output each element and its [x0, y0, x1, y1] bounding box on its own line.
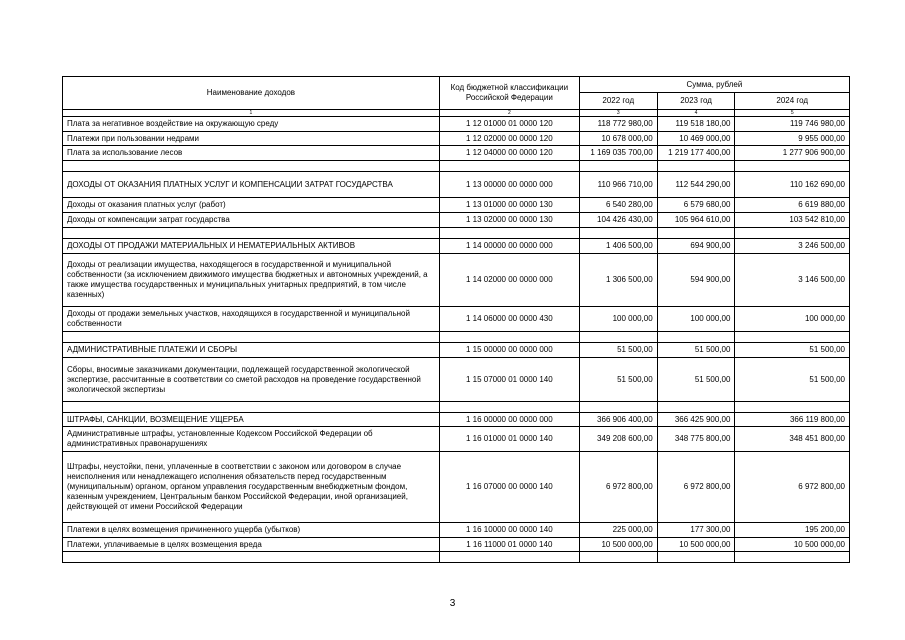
table-row — [63, 132, 850, 146]
row-name-cell: АДМИНИСТРАТИВНЫЕ ПЛАТЕЖИ И СБОРЫ — [63, 343, 440, 358]
row-value-2024 — [735, 161, 850, 172]
table-row — [63, 146, 850, 161]
row-code-cell: 1 15 00000 00 0000 000 — [439, 343, 579, 358]
header-sum-cell: Сумма, рублей — [579, 77, 849, 93]
row-code-cell: 1 14 00000 00 0000 000 — [439, 239, 579, 254]
row-value-2024 — [735, 228, 850, 239]
row-code-cell — [439, 552, 579, 563]
header-code-cell: Код бюджетной классификации Российской Федерации — [439, 77, 579, 110]
column-number: 4 — [657, 110, 735, 117]
table-row — [63, 452, 850, 523]
row-value-2023: 594 900,00 — [657, 254, 735, 307]
row-value-2022: 1 306 500,00 — [579, 254, 657, 307]
row-name-cell: Штрафы, неустойки, пени, уплаченные в соответствии с законом или договором в случае неисполнения или ненадлежащего исполнения обязательств перед государственным (муниципальным) органом, органом управления государственным внебюджетным фондом, казенным учреждением, Центральным банком Российской Федерации, иной организацией, действующей от имени Российской Федерации — [63, 452, 440, 523]
row-value-2024: 6 972 800,00 — [735, 452, 850, 523]
header-year-2023: 2023 год — [657, 93, 735, 110]
row-value-2024: 195 200,00 — [735, 523, 850, 538]
row-value-2023 — [657, 552, 735, 563]
column-number: 2 — [439, 110, 579, 117]
row-code-cell — [439, 161, 579, 172]
table-row — [63, 358, 850, 402]
table-row — [63, 213, 850, 228]
row-code-cell: 1 12 04000 00 0000 120 — [439, 146, 579, 161]
row-value-2023: 348 775 800,00 — [657, 427, 735, 452]
table-row — [63, 117, 850, 132]
row-value-2023 — [657, 228, 735, 239]
row-value-2022: 1 406 500,00 — [579, 239, 657, 254]
row-name-cell — [63, 552, 440, 563]
spacer-row — [63, 161, 850, 172]
row-name-cell — [63, 161, 440, 172]
row-value-2022 — [579, 402, 657, 413]
revenue-table — [62, 76, 850, 563]
row-value-2024: 51 500,00 — [735, 358, 850, 402]
row-code-cell: 1 12 02000 00 0000 120 — [439, 132, 579, 146]
column-number: 5 — [735, 110, 850, 117]
row-name-cell — [63, 402, 440, 413]
row-code-cell: 1 15 07000 01 0000 140 — [439, 358, 579, 402]
row-code-cell: 1 14 02000 00 0000 000 — [439, 254, 579, 307]
row-code-cell: 1 16 10000 00 0000 140 — [439, 523, 579, 538]
header-year-2022: 2022 год — [579, 93, 657, 110]
row-value-2022: 6 972 800,00 — [579, 452, 657, 523]
row-value-2022: 51 500,00 — [579, 343, 657, 358]
table-row — [63, 427, 850, 452]
row-name-cell: Административные штрафы, установленные Кодексом Российской Федерации об административных правонарушениях — [63, 427, 440, 452]
row-value-2023: 6 972 800,00 — [657, 452, 735, 523]
spacer-row — [63, 332, 850, 343]
table-row — [63, 307, 850, 332]
row-value-2023: 112 544 290,00 — [657, 172, 735, 198]
row-value-2022 — [579, 228, 657, 239]
row-value-2023: 177 300,00 — [657, 523, 735, 538]
table-row — [63, 254, 850, 307]
table-row — [63, 343, 850, 358]
table-row — [63, 538, 850, 552]
row-value-2022 — [579, 552, 657, 563]
row-value-2023 — [657, 161, 735, 172]
row-value-2024: 103 542 810,00 — [735, 213, 850, 228]
row-name-cell: Доходы от реализации имущества, находящегося в государственной и муниципальной собственности (за исключением движимого имущества бюджетных и автономных учреждений, а также имущества государственных и муниципальных унитарных предприятий, в том числе казенных) — [63, 254, 440, 307]
row-code-cell: 1 16 00000 00 0000 000 — [439, 413, 579, 427]
row-value-2024: 10 500 000,00 — [735, 538, 850, 552]
table-row — [63, 172, 850, 198]
row-code-cell — [439, 402, 579, 413]
row-value-2024: 348 451 800,00 — [735, 427, 850, 452]
row-value-2022: 10 678 000,00 — [579, 132, 657, 146]
row-name-cell: Плата за негативное воздействие на окружающую среду — [63, 117, 440, 132]
row-code-cell: 1 13 02000 00 0000 130 — [439, 213, 579, 228]
row-code-cell: 1 12 01000 01 0000 120 — [439, 117, 579, 132]
row-value-2023: 10 500 000,00 — [657, 538, 735, 552]
row-name-cell: Доходы от продажи земельных участков, находящихся в государственной и муниципальной собственности — [63, 307, 440, 332]
row-value-2024: 1 277 906 900,00 — [735, 146, 850, 161]
row-name-cell: Платежи при пользовании недрами — [63, 132, 440, 146]
row-name-cell: ДОХОДЫ ОТ ПРОДАЖИ МАТЕРИАЛЬНЫХ И НЕМАТЕРИАЛЬНЫХ АКТИВОВ — [63, 239, 440, 254]
row-value-2023: 119 518 180,00 — [657, 117, 735, 132]
row-code-cell — [439, 228, 579, 239]
table-row — [63, 198, 850, 213]
spacer-row — [63, 402, 850, 413]
row-name-cell: Сборы, вносимые заказчиками документации, подлежащей государственной экологической экспертизе, рассчитанные в соответствии со сметой расходов на проведение государственной экологической экспертизы — [63, 358, 440, 402]
row-value-2023: 51 500,00 — [657, 343, 735, 358]
page-number: 3 — [449, 598, 456, 609]
row-name-cell: Платежи в целях возмещения причиненного ущерба (убытков) — [63, 523, 440, 538]
row-value-2023 — [657, 332, 735, 343]
row-value-2023 — [657, 402, 735, 413]
row-code-cell: 1 13 00000 00 0000 000 — [439, 172, 579, 198]
row-value-2022: 100 000,00 — [579, 307, 657, 332]
row-code-cell: 1 16 01000 01 0000 140 — [439, 427, 579, 452]
row-value-2022: 51 500,00 — [579, 358, 657, 402]
row-value-2024: 110 162 690,00 — [735, 172, 850, 198]
row-value-2023: 100 000,00 — [657, 307, 735, 332]
row-value-2024 — [735, 552, 850, 563]
row-value-2024: 100 000,00 — [735, 307, 850, 332]
row-name-cell: Плата за использование лесов — [63, 146, 440, 161]
row-value-2023: 51 500,00 — [657, 358, 735, 402]
row-value-2023: 10 469 000,00 — [657, 132, 735, 146]
row-value-2023: 105 964 610,00 — [657, 213, 735, 228]
header-year-2024: 2024 год — [735, 93, 850, 110]
row-code-cell: 1 13 01000 00 0000 130 — [439, 198, 579, 213]
row-value-2023: 6 579 680,00 — [657, 198, 735, 213]
row-value-2024: 51 500,00 — [735, 343, 850, 358]
row-value-2022 — [579, 332, 657, 343]
row-value-2023: 366 425 900,00 — [657, 413, 735, 427]
column-number: 1 — [63, 110, 440, 117]
row-value-2022: 366 906 400,00 — [579, 413, 657, 427]
row-value-2024: 6 619 880,00 — [735, 198, 850, 213]
row-value-2022: 225 000,00 — [579, 523, 657, 538]
spacer-row — [63, 552, 850, 563]
table-row — [63, 413, 850, 427]
row-value-2022: 1 169 035 700,00 — [579, 146, 657, 161]
row-value-2022: 110 966 710,00 — [579, 172, 657, 198]
row-value-2024: 3 146 500,00 — [735, 254, 850, 307]
row-code-cell — [439, 332, 579, 343]
row-name-cell: ДОХОДЫ ОТ ОКАЗАНИЯ ПЛАТНЫХ УСЛУГ И КОМПЕНСАЦИИ ЗАТРАТ ГОСУДАРСТВА — [63, 172, 440, 198]
row-value-2024 — [735, 402, 850, 413]
row-value-2022: 104 426 430,00 — [579, 213, 657, 228]
row-value-2022: 118 772 980,00 — [579, 117, 657, 132]
column-number: 3 — [579, 110, 657, 117]
row-value-2022 — [579, 161, 657, 172]
header-name-cell: Наименование доходов — [63, 77, 440, 110]
row-value-2022: 6 540 280,00 — [579, 198, 657, 213]
row-value-2022: 349 208 600,00 — [579, 427, 657, 452]
row-name-cell: Платежи, уплачиваемые в целях возмещения вреда — [63, 538, 440, 552]
row-code-cell: 1 14 06000 00 0000 430 — [439, 307, 579, 332]
row-name-cell — [63, 228, 440, 239]
row-name-cell: Доходы от оказания платных услуг (работ) — [63, 198, 440, 213]
row-value-2023: 694 900,00 — [657, 239, 735, 254]
row-value-2024 — [735, 332, 850, 343]
table-row — [63, 523, 850, 538]
row-value-2023: 1 219 177 400,00 — [657, 146, 735, 161]
row-value-2024: 9 955 000,00 — [735, 132, 850, 146]
row-code-cell: 1 16 11000 01 0000 140 — [439, 538, 579, 552]
row-name-cell: ШТРАФЫ, САНКЦИИ, ВОЗМЕЩЕНИЕ УЩЕРБА — [63, 413, 440, 427]
row-value-2024: 119 746 980,00 — [735, 117, 850, 132]
row-value-2024: 366 119 800,00 — [735, 413, 850, 427]
row-value-2022: 10 500 000,00 — [579, 538, 657, 552]
table-row — [63, 239, 850, 254]
row-name-cell — [63, 332, 440, 343]
row-code-cell: 1 16 07000 00 0000 140 — [439, 452, 579, 523]
row-name-cell: Доходы от компенсации затрат государства — [63, 213, 440, 228]
row-value-2024: 3 246 500,00 — [735, 239, 850, 254]
spacer-row — [63, 228, 850, 239]
